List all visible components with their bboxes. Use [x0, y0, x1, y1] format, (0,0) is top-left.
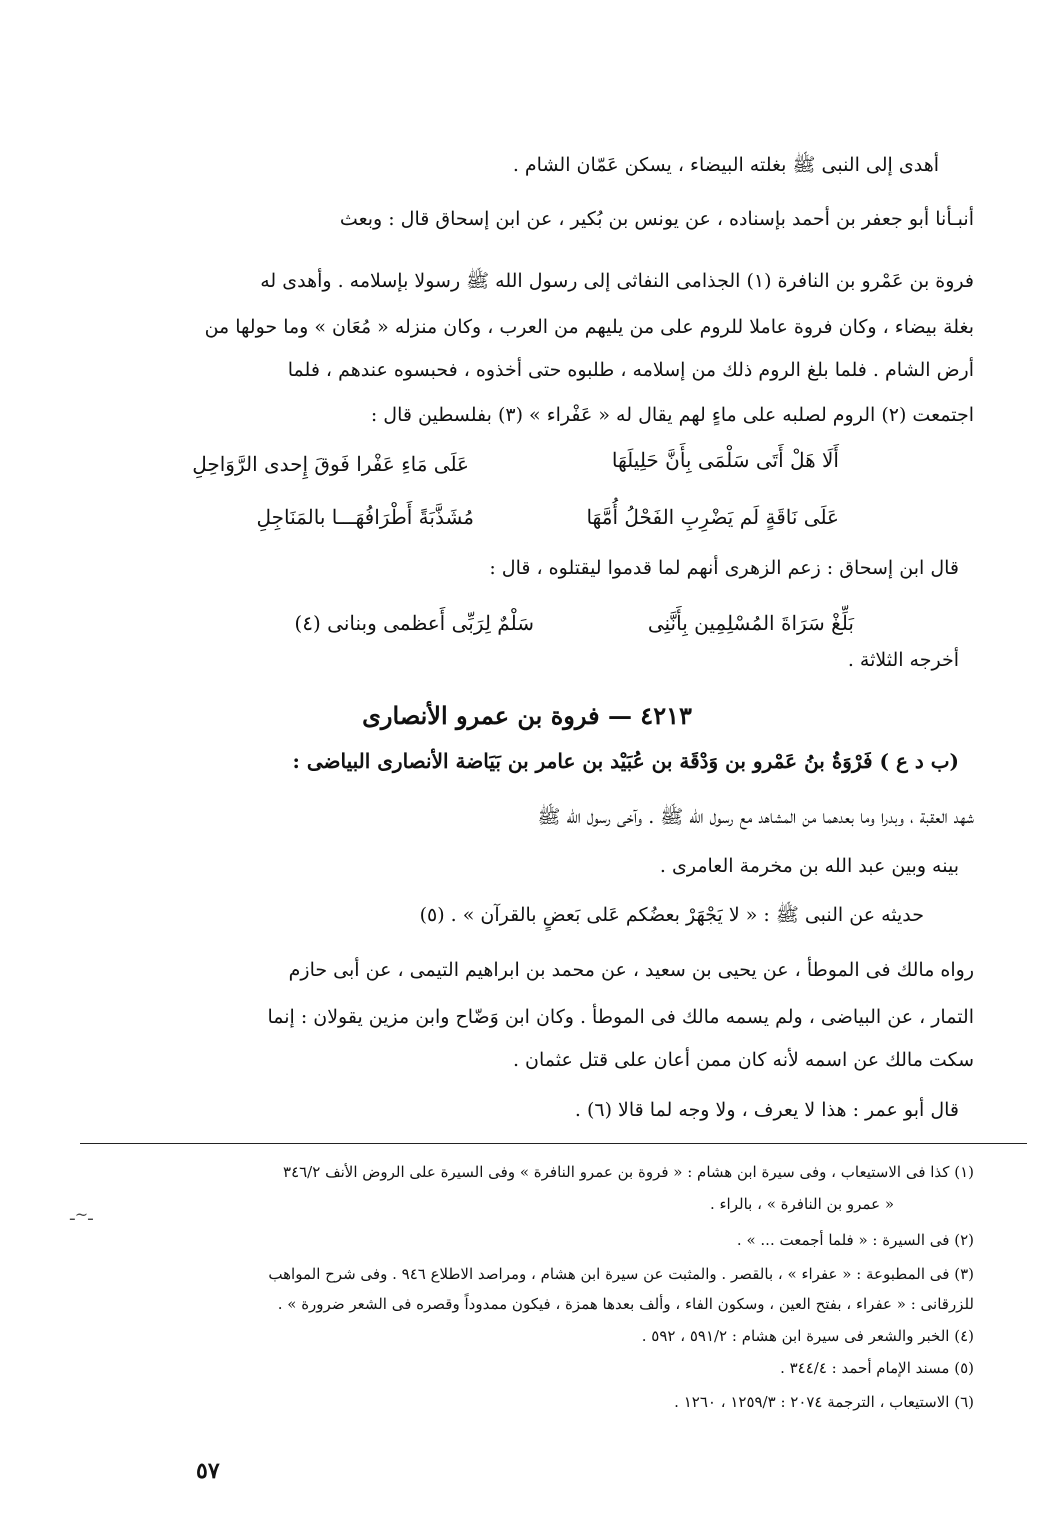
poem-hemistich-first: عَلَى نَاقَةٍ لَم يَضْرِبِ الفَحْلُ أُمَّهَا	[586, 505, 839, 529]
body-line: سكت مالك عن اسمه لأنه كان ممن أعان على قتل عثمان .	[512, 1049, 974, 1071]
body-line: شهد العقبة ، وبدرا وما بعدهما من المشاهد مع رسول الله ﷺ . وآخى رسول الله ﷺ	[537, 806, 974, 828]
poem-hemistich-first: بَلِّغْ سَرَاةَ المُسْلِمِين بِأَنَّنِى	[647, 611, 854, 635]
footnote: (٢) فى السيرة : « فلما أجمعت ... » .	[736, 1231, 974, 1249]
margin-mark: ـ~ـ	[70, 1205, 93, 1224]
body-line: أنبـأنا أبو جعفر بن أحمد بإسناده ، عن يونس بن بُكير ، عن ابن إسحاق قال : وبعث	[339, 208, 974, 230]
poem-hemistich-second: سَلْمٌ لِرَبِّى أَعظمى وبنانى (٤)	[294, 611, 534, 635]
footnote: للزرقانى : « عفراء ، بفتح العين ، وسكون الفاء ، وألف بعدها همزة ، فيكون ممدوداً وقصره فى الشعر ضرورة » .	[277, 1295, 974, 1313]
body-line: أخرجه الثلاثة .	[847, 649, 959, 671]
body-line: حديثه عن النبى ﷺ : « لا يَجْهَرْ بعضُكم عَلى بَعضٍ بالقرآن » . (٥)	[419, 904, 924, 926]
body-line: رواه مالك فى الموطأ ، عن يحيى بن سعيد ، عن محمد بن ابراهيم التيمى ، عن أبى حازم	[288, 959, 974, 981]
body-line: قال أبو عمر : هذا لا يعرف ، ولا وجه لما قالا (٦) .	[574, 1099, 959, 1121]
body-line: اجتمعت (٢) الروم لصلبه على ماءٍ لهم يقال له « عَفْراء » (٣) بفلسطين قال :	[370, 404, 974, 426]
entry-name-line: (ب د ع ) فَرْوَةُ بنُ عَمْرو بن وَدْقَة بن عُبَيْد بن عامر بن بَيَاضة الأنصارى البياضى :	[292, 749, 959, 773]
footnote: (٤) الخبر والشعر فى سيرة ابن هشام : ٥٩١/٢ ، ٥٩٢ .	[641, 1327, 974, 1345]
body-line: فروة بن عَمْرو بن النافرة (١) الجذامى النفاثى إلى رسول الله ﷺ رسولا بإسلامه . وأهدى له	[260, 270, 974, 292]
footnote: (٦) الاستيعاب ، الترجمة ٢٠٧٤ : ١٢٥٩/٣ ، ١٢٦٠ .	[674, 1393, 974, 1411]
footnote: (٣) فى المطبوعة : « عفراء » ، بالقصر . والمثبت عن سيرة ابن هشام ، ومراصد الاطلاع ٩٤٦ . وفى شرح المواهب	[268, 1265, 974, 1283]
body-line: أهدى إلى النبى ﷺ بغلته البيضاء ، يسكن عَمّان الشام .	[512, 154, 939, 176]
body-line: التمار ، عن البياضى ، ولم يسمه مالك فى الموطأ . وكان ابن وَضّاح وابن مزين يقولان : إنما	[267, 1006, 974, 1028]
page-number: ٥٧	[196, 1458, 220, 1484]
footnote-separator	[80, 1143, 1027, 1144]
footnote: (١) كذا فى الاستيعاب ، وفى سيرة ابن هشام : « فروة بن عمرو النافرة » وفى السيرة على الروض الأنف ٣٤٦/٢	[283, 1163, 974, 1181]
body-line: بغلة بيضاء ، وكان فروة عاملا للروم على من يليهم من العرب ، وكان منزله « مُعَان » وما حولها من	[204, 316, 974, 338]
entry-heading: ٤٢١٣ — فروة بن عمرو الأنصارى	[362, 701, 692, 730]
body-line: بينه وبين عبد الله بن مخرمة العامرى .	[659, 855, 959, 877]
poem-hemistich-second: مُشَذَّبَةً أَطْرَافُهَـــا بالمَنَاجِلِ	[256, 505, 474, 529]
poem-hemistich-first: أَلَا هَلْ أَتَى سَلْمَى بِأَنَّ حَلِيلَهَا	[611, 448, 839, 472]
footnote: « عمرو بن النافرة » ، بالراء .	[709, 1195, 894, 1213]
body-line: قال ابن إسحاق : زعم الزهرى أنهم لما قدموا ليقتلوه ، قال :	[489, 557, 959, 579]
poem-hemistich-second: عَلَى مَاءِ عَفْرا فَوقَ إِحدى الرَّوَاحِلِ	[192, 452, 469, 476]
footnote: (٥) مسند الإمام أحمد : ٣٤٤/٤ .	[780, 1359, 974, 1377]
body-line: أرض الشام . فلما بلغ الروم ذلك من إسلامه ، طلبوه حتى أخذوه ، فحبسوه عندهم ، فلما	[287, 359, 974, 381]
